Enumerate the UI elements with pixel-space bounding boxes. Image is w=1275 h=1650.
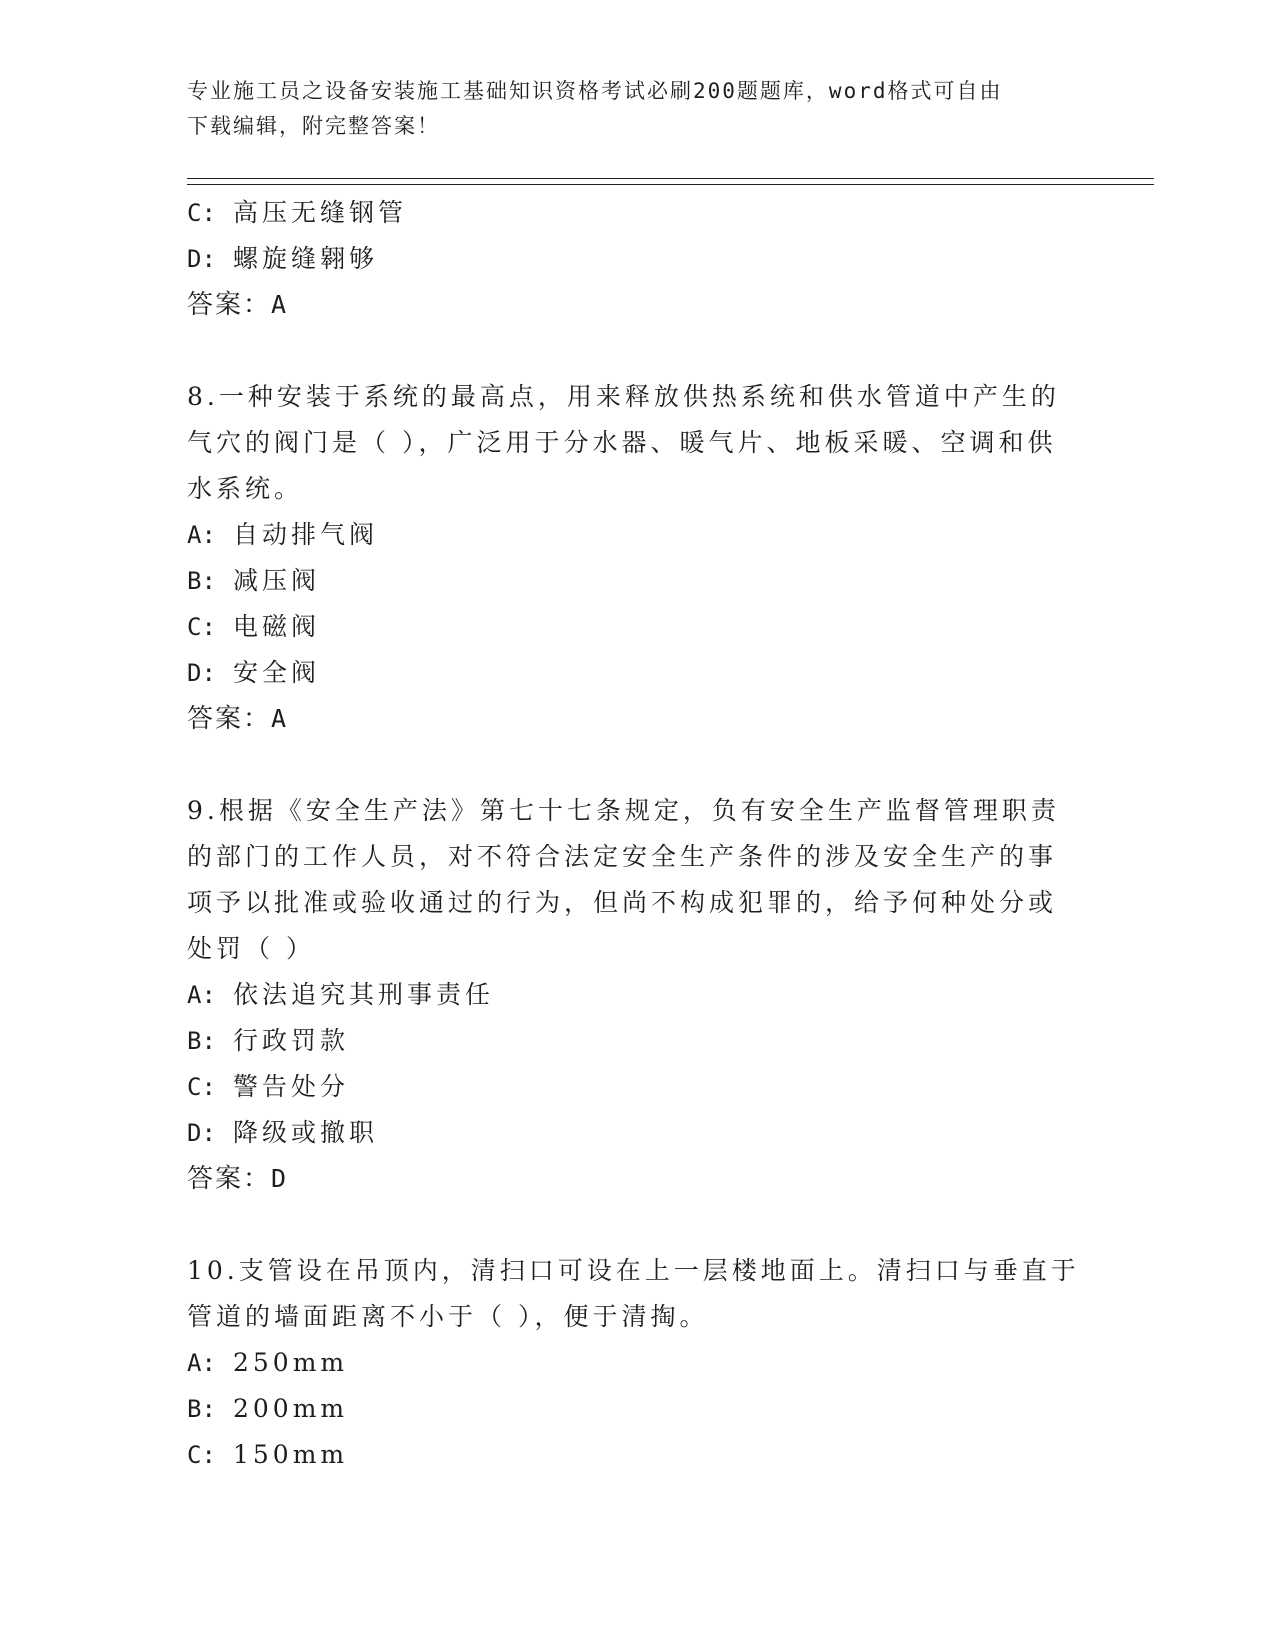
option-label: D: xyxy=(187,659,216,687)
option-row xyxy=(187,512,1087,558)
answer-row xyxy=(187,1156,1087,1202)
answer-label: 答案： xyxy=(187,704,272,734)
option-text: 安全阀 xyxy=(233,658,321,687)
option-label: C: xyxy=(187,1441,216,1469)
option-text: 250mm xyxy=(233,1348,349,1377)
option-text: 螺旋缝翱够 xyxy=(233,244,379,273)
option-text: 高压无缝钢管 xyxy=(233,198,408,227)
option-row xyxy=(187,650,1087,696)
continued-question xyxy=(187,190,1087,328)
option-label: A: xyxy=(187,981,216,1009)
option-row xyxy=(187,1386,1087,1432)
option-text: 警告处分 xyxy=(233,1072,350,1101)
question-text-line: 项予以批准或验收通过的行为，但尚不构成犯罪的，给予何种处分或 xyxy=(187,888,1058,917)
option-row xyxy=(187,1110,1087,1156)
option-text: 降级或撤职 xyxy=(233,1118,379,1147)
option-row xyxy=(187,1064,1087,1110)
option-text: 减压阀 xyxy=(233,566,321,595)
document-body xyxy=(187,190,1087,1478)
question-text-line: 管道的墙面距离不小于（ ），便于清掏。 xyxy=(187,1302,709,1331)
header-title-line-1: 专业施工员之设备安装施工基础知识资格考试必刷200题题库，word格式可自由 xyxy=(187,79,1003,103)
answer-row xyxy=(187,282,1087,328)
question-9 xyxy=(187,788,1087,1202)
option-label: C: xyxy=(187,1073,216,1101)
answer-row xyxy=(187,696,1087,742)
option-label: C: xyxy=(187,613,216,641)
question-text-line: 的部门的工作人员，对不符合法定安全生产条件的涉及安全生产的事 xyxy=(187,842,1058,871)
option-row xyxy=(187,1340,1087,1386)
option-label: B: xyxy=(187,1027,216,1055)
option-label: B: xyxy=(187,1395,216,1423)
answer-label: 答案： xyxy=(187,1164,272,1194)
option-row xyxy=(187,604,1087,650)
header-rule-thin xyxy=(187,178,1154,179)
option-text: 自动排气阀 xyxy=(233,520,379,549)
question-text-line: 9.根据《安全生产法》第七十七条规定，负有安全生产监督管理职责 xyxy=(187,796,1060,825)
question-8 xyxy=(187,374,1087,742)
option-row xyxy=(187,1432,1087,1478)
option-label: B: xyxy=(187,567,216,595)
option-label: D: xyxy=(187,245,216,273)
option-row xyxy=(187,1018,1087,1064)
header-title-line-2: 下载编辑，附完整答案！ xyxy=(187,114,440,138)
question-text-line: 8.一种安装于系统的最高点，用来释放供热系统和供水管道中产生的 xyxy=(187,382,1060,411)
option-text: 200mm xyxy=(233,1394,349,1423)
answer-value: A xyxy=(271,704,287,733)
option-text: 行政罚款 xyxy=(233,1026,350,1055)
question-text-line: 10.支管设在吊顶内，清扫口可设在上一层楼地面上。清扫口与垂直于 xyxy=(187,1256,1080,1285)
option-text: 依法追究其刑事责任 xyxy=(233,980,495,1009)
question-10 xyxy=(187,1248,1087,1478)
option-row xyxy=(187,972,1087,1018)
option-row xyxy=(187,236,1087,282)
answer-value: A xyxy=(271,290,287,319)
option-label: A: xyxy=(187,521,216,549)
option-label: A: xyxy=(187,1349,216,1377)
option-row xyxy=(187,190,1087,236)
option-text: 150mm xyxy=(233,1440,349,1469)
question-text-line: 气穴的阀门是（ ），广泛用于分水器、暖气片、地板采暖、空调和供 xyxy=(187,428,1057,457)
answer-value: D xyxy=(271,1164,287,1193)
option-row xyxy=(187,558,1087,604)
question-text-line: 处罚（ ） xyxy=(187,934,315,963)
option-label: C: xyxy=(187,199,216,227)
option-text: 电磁阀 xyxy=(233,612,321,641)
option-label: D: xyxy=(187,1119,216,1147)
answer-label: 答案： xyxy=(187,290,272,320)
question-text-line: 水系统。 xyxy=(187,474,304,503)
document-header xyxy=(187,74,1067,144)
header-rule-thick xyxy=(187,184,1154,185)
